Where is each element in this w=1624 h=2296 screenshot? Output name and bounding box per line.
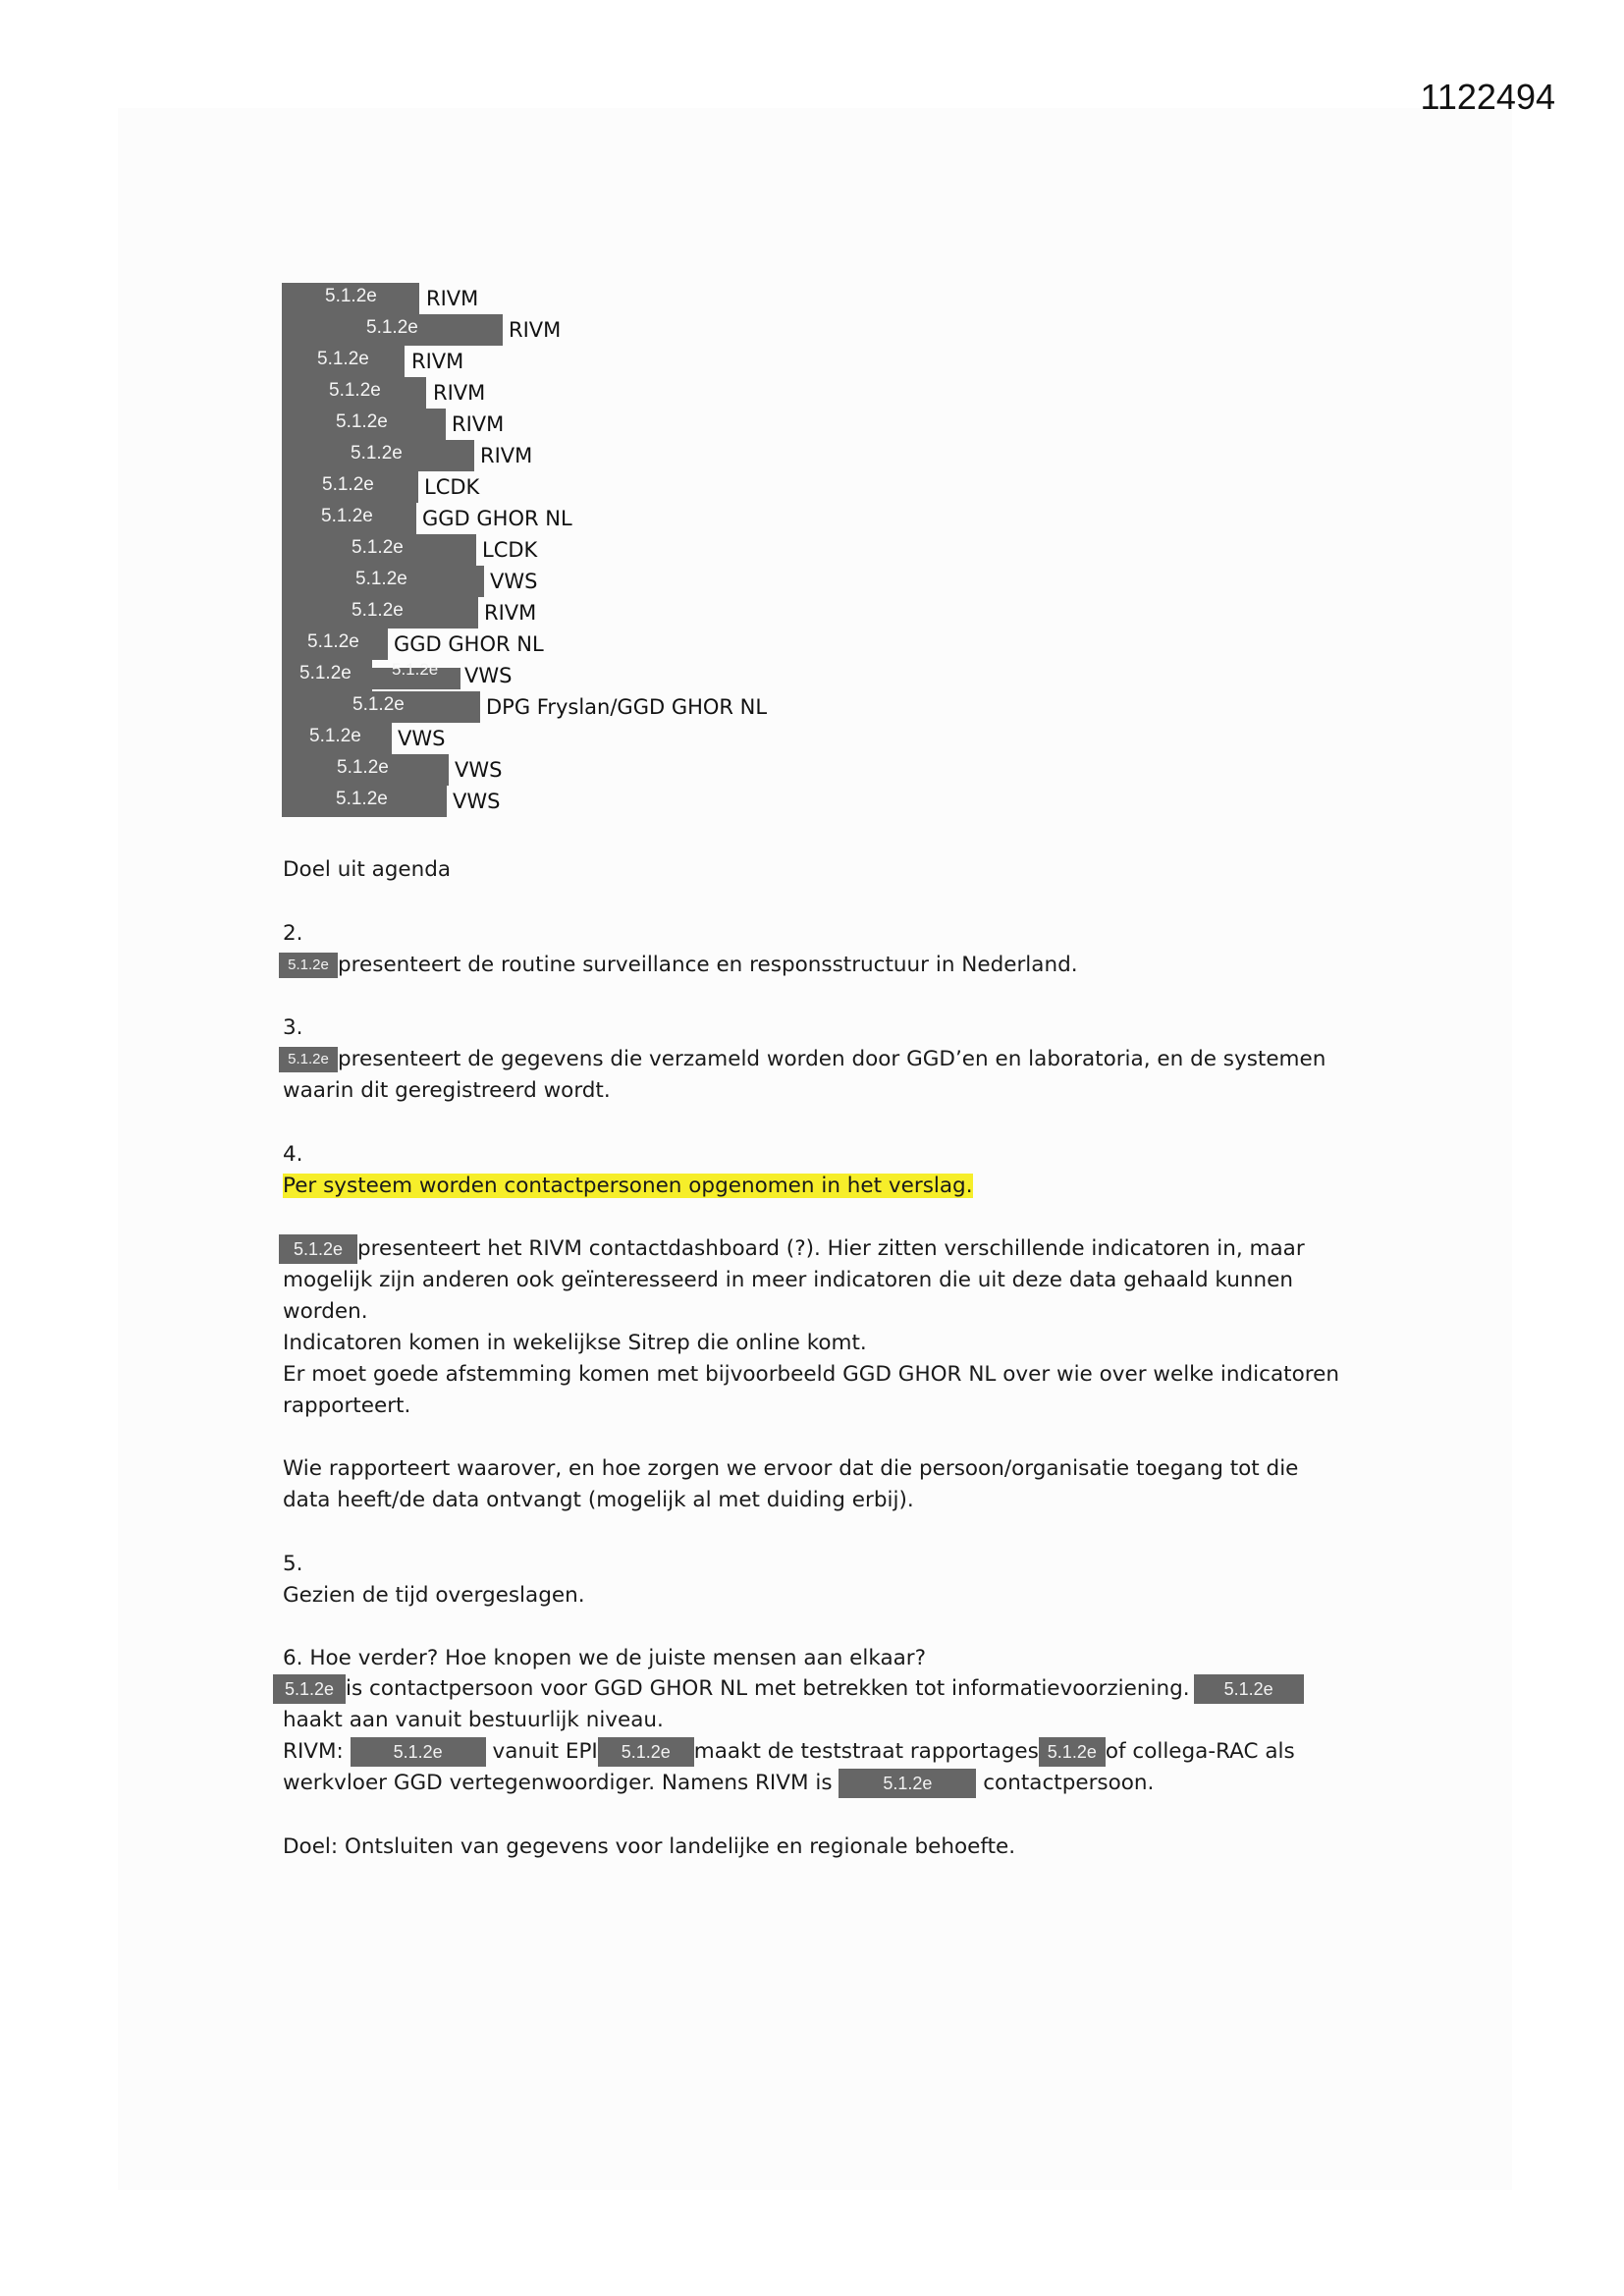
attendee-org: VWS [490, 570, 538, 593]
redaction-code: 5.1.2e [317, 349, 369, 369]
attendee-org: VWS [455, 758, 503, 782]
section-6-line-2: haakt aan vanuit bestuurlijk niveau. [283, 1708, 664, 1732]
attendee-org: VWS [453, 790, 501, 813]
redaction-block: 5.1.2e [598, 1737, 694, 1767]
section-6-line-1-text: is contactpersoon voor GGD GHOR NL met betrekken tot informatievoorziening. [346, 1676, 1190, 1701]
section-5-text: Gezien de tijd overgeslagen. [283, 1583, 585, 1608]
section-4-p1-text-4: Indicatoren komen in wekelijkse Sitrep die online komt. [283, 1331, 867, 1355]
redaction-code: 5.1.2e [352, 600, 404, 621]
section-5-number: 5. [283, 1552, 303, 1576]
section-2-line [279, 950, 1359, 981]
section-2-number: 2. [283, 921, 303, 946]
redaction-block: 5.1.2e [351, 1737, 486, 1767]
section-6-line-3-d: of collega-RAC als [1105, 1739, 1295, 1764]
redaction-code: 5.1.2e [337, 757, 389, 778]
redaction-block: 5.1.2e [1039, 1737, 1106, 1767]
highlighted-text: Per systeem worden contactpersonen opgenomen in het verslag. [283, 1174, 973, 1198]
attendee-org: DPG Fryslan/GGD GHOR NL [486, 695, 768, 719]
section-6-line-3 [283, 1736, 1363, 1768]
section-4-p1-text-2: mogelijk zijn anderen ook geïnteresseerd in meer indicatoren die uit deze data gehaald kunnen [283, 1268, 1293, 1292]
redaction-block: 5.1.2e [279, 1234, 357, 1264]
redaction-code: 5.1.2e [366, 317, 418, 338]
redaction-code: 5.1.2e [351, 443, 403, 464]
document-id: 1122494 [1420, 77, 1555, 117]
section-3-text-1: presenteert de gegevens die verzameld worden door GGD’en en laboratoria, en de systemen [338, 1047, 1326, 1071]
redaction-code: 5.1.2e [322, 474, 374, 495]
redaction-block: 5.1.2e [839, 1769, 976, 1798]
section-4-p2-text-2: data heeft/de data ontvangt (mogelijk al met duiding erbij). [283, 1488, 914, 1512]
section-2-text: presenteert de routine surveillance en responsstructuur in Nederland. [338, 953, 1078, 977]
redaction-code: 5.1.2e [325, 286, 377, 306]
section-6-line-1 [273, 1673, 1353, 1705]
section-4-p1-line-1 [279, 1233, 1359, 1265]
redaction-code: 5.1.2e [352, 537, 404, 558]
attendee-org: LCDK [424, 475, 480, 499]
attendee-org: RIVM [411, 350, 464, 373]
attendee-org: RIVM [484, 601, 537, 625]
redaction-code: 5.1.2e [352, 694, 405, 715]
redaction-code: 5.1.2e [307, 631, 359, 652]
section-3-text-2: waarin dit geregistreerd wordt. [283, 1078, 611, 1103]
section-6-line-4-b: contactpersoon. [983, 1771, 1155, 1795]
redaction-block: 5.1.2e [279, 953, 338, 978]
redaction-code: 5.1.2e [355, 569, 407, 589]
section-4-p1-text-5: Er moet goede afstemming komen met bijvoorbeeld GGD GHOR NL over wie over welke indicatoren [283, 1362, 1339, 1387]
section-6-line-4-a: werkvloer GGD vertegenwoordiger. Namens RIVM is [283, 1771, 833, 1795]
attendee-org: RIVM [433, 381, 486, 405]
attendee-org: RIVM [426, 287, 479, 310]
section-4-p1-text-1: presenteert het RIVM contactdashboard (?). Hier zitten verschillende indicatoren in, maar [357, 1236, 1305, 1261]
redaction-block: 5.1.2e [273, 1674, 346, 1704]
attendee-org: GGD GHOR NL [394, 632, 544, 656]
section-6-line-3-c: maakt de teststraat rapportages [693, 1739, 1039, 1764]
section-6-heading: 6. Hoe verder? Hoe knopen we de juiste mensen aan elkaar? [283, 1646, 927, 1670]
attendee-org: RIVM [452, 412, 505, 436]
section-6-line-3-a: RIVM: [283, 1739, 344, 1764]
redaction-block: 5.1.2e [1194, 1674, 1304, 1704]
redaction-code: 5.1.2e [309, 726, 361, 746]
final-goal: Doel: Ontsluiten van gegevens voor landelijke en regionale behoefte. [283, 1834, 1016, 1859]
redaction-code: 5.1.2e [392, 660, 439, 679]
section-6-line-3-b: vanuit EPI [492, 1739, 598, 1764]
attendee-org: VWS [464, 664, 513, 687]
section-4-p1-text-3: worden. [283, 1299, 368, 1324]
attendee-org: RIVM [509, 318, 562, 342]
section-4-p2-text-1: Wie rapporteert waarover, en hoe zorgen we ervoor dat die persoon/organisatie toegang tot die [283, 1456, 1299, 1481]
section-6-line-4 [283, 1768, 1363, 1799]
redaction-code: 5.1.2e [299, 663, 352, 683]
redaction-code: 5.1.2e [321, 506, 373, 526]
attendee-org: LCDK [482, 538, 538, 562]
section-3-line [279, 1044, 1359, 1075]
section-4-highlight-line [283, 1171, 1363, 1202]
attendee-org: VWS [398, 727, 446, 750]
goal-heading: Doel uit agenda [283, 857, 452, 882]
attendee-org: RIVM [480, 444, 533, 467]
redaction-code: 5.1.2e [336, 411, 388, 432]
redaction-code: 5.1.2e [336, 789, 388, 809]
redaction-code: 5.1.2e [329, 380, 381, 401]
section-4-number: 4. [283, 1142, 303, 1167]
attendee-org: GGD GHOR NL [422, 507, 572, 530]
section-3-number: 3. [283, 1015, 303, 1040]
section-4-p1-text-6: rapporteert. [283, 1394, 411, 1418]
redaction-block: 5.1.2e [279, 1047, 338, 1072]
